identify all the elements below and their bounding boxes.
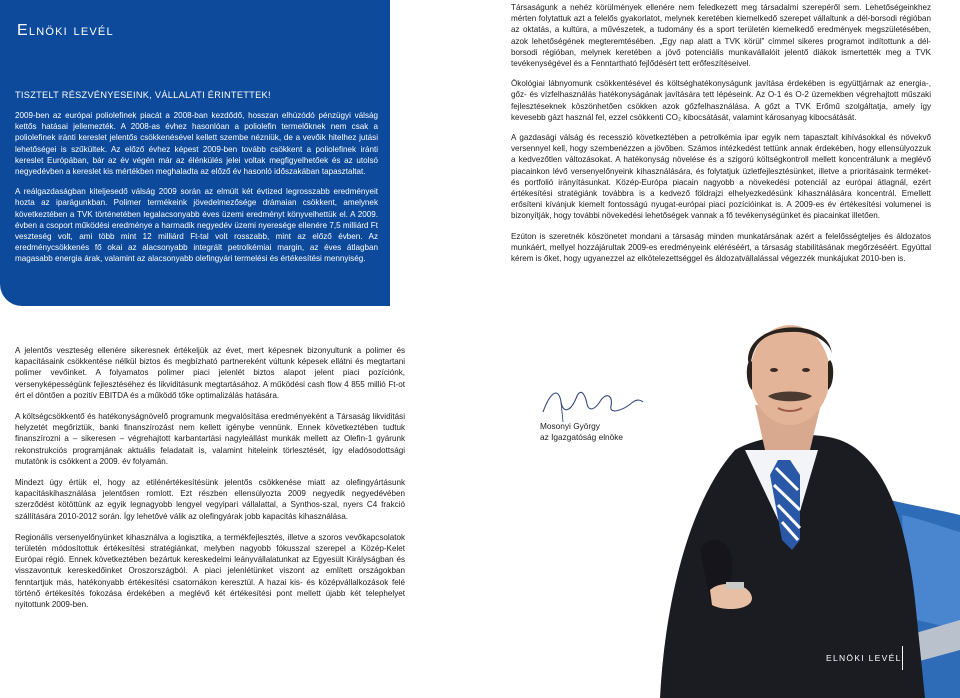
body-paragraph: Mindezt úgy értük el, hogy az etilénértékesítésünk jelentős csökkenése miatt az olefingyártásunk kapacitáskihasználása jelentősen romlott. Ezt részben ellensúlyozta 2009 negyedik negyedévében szerződést kötöttünk az egyik legnagyobb lengyel vegyipari vállalattal, a Synthos-szal, nyers C4 frakció szállítására 2010-2012 során. Így lehetővé válik az olefingyárak jobb kapacitás kihasználása.: [15, 478, 405, 521]
body-paragraph: Regionális versenyelőnyünket kihasználva a logisztika, a termékfejlesztés, illetve a szoros vevőkapcsolatok területén módosítottuk értékesítési stratégiánkat, melyben nagyobb fókusszal szerepel a Közép-Kelet Európai régió. Ennek következtében bezártuk kereskedelmi leányvállalatunkat az Egyesült Királyságban és visszavontuk kereskedőinket Oroszországból. A piaci jelenlétünket viszont az említett országokban fenntartjuk más, hatékonyabb értékesítési csatornákon keresztül. A hazai kis- és középvállalkozások felé történő értékesítés fokozása érdekében a meglévő két értékesítési pont mellett újabb két telephelyet nyitottunk 2009-ben.: [15, 532, 405, 610]
left-column-text: [15, 345, 405, 620]
intro-text: [15, 110, 378, 274]
intro-panel: [0, 0, 390, 306]
signer-role: az Igazgatóság elnöke: [540, 432, 624, 442]
intro-paragraph: 2009-ben az európai poliolefinek piacát a 2008-ban kezdődő, hosszan elhúzódó pénzügyi válság kettős hatásai jellemezték. A 2008-as évhez hasonlóan a poliolefin termelőknek nem csak a poliolefinek iránti kereslet jelentős csökkenésével kellett szembe nézniük, de a vevőik hitelhez jutási lehetőségei is szűkültek. Az előző évhez képest 2009-ben tovább csökkent a poliolefinek iránti kereslet Európában, bár az év végén már az élénkülés jelei voltak megfigyelhetőek és az utolsó negyedévben a kereslet kis mértékben meghaladta az előző év hasonló időszakában tapasztaltat.: [15, 111, 378, 177]
page-title: Elnöki levél: [17, 22, 114, 39]
intro-paragraph: A reálgazdaságban kiteljesedő válság 2009 során az elmúlt két évtized legrosszabb eredményeit hozta az iparágunkban. Polimer termékeink jövedelmezősége drámaian csökkent, amelynek következtében a TVK történetében legalacsonyabb éves üzemi eredményt könyvelhettük el. A 2009. évben a csoport működési eredménye a harmadik negyedév üzemi nyeresége ellenére 7,5 milliárd Ft veszteség volt, ami több mint 12 milliárd Ft-tal volt rosszabb, mint az előző évben. Az eredménycsökkenés fő okai az alacsonyabb integrált petrolkémiai margin, az éves átlagban magasabb energia árak, valamint az alacsonyabb olefingyári termelési és értékesítési mennyiség.: [15, 187, 378, 264]
chairman-portrait: [640, 300, 960, 698]
signer-block: [540, 421, 623, 443]
body-paragraph: Ökológiai lábnyomunk csökkentésével és költséghatékonyságunk javítása érdekében is együttjárnak az energia-, gőz- és vízfelhasználás hatékonyságának javítására tett lépéseink. Az O-1 és O-2 üzemekben végrehajtott műszaki fejlesztéseknek köszönhetően csökken azok gőzfelhasználása. A gőzt a TVK Erőmű szolgáltatja, amely így kevesebb gázt használ fel, ezzel csökkenti CO₂ kibocsátását, valamint károsanyag kibocsátását.: [511, 79, 931, 122]
body-paragraph: A jelentős veszteség ellenére sikeresnek értékeljük az évet, mert képesnek bizonyultunk a polimer és kapacitásaink csökkentése nélkül biztos és megbízható partnereként vúltunk képesek ellátni és megtartani polimer vevőinket. A folyamatos polimer piaci jelenlét biztos alapot jelent piaci pozíciónk, versenyképességünk fejlesztéséhez és likviditásunk megtartásához. A működési cash flow 4 855 millió Ft-ot ért el döntően a pozitív EBITDA és a működő tőke optimalizálás hatására.: [15, 346, 405, 400]
body-paragraph: Ezúton is szeretnék köszönetet mondani a társaság minden munkatársának azért a felelősségteljes és áldozatos munkáért, mellyel hozzájárultak 2009-es eredményeink eléréséért, a társaság stabilitásának megőrzéséért. Egyúttal kérem is őket, hogy ugyanezzel az elkötelezettséggel és áldozatvállalással végezzék munkájukat 2010-ben is.: [511, 231, 931, 264]
salutation: TISZTELT RÉSZVÉNYESEINK, VÁLLALATI ÉRINTETTEK!: [15, 90, 271, 100]
footer-divider: [902, 646, 903, 670]
body-paragraph: Társaságunk a nehéz körülmények ellenére nem feledkezett meg társadalmi szerepéről sem. Lehetőségeinkhez mérten folytattuk azt a felelős gyakorlatot, melynek keretében kiemelkedő szerepet vállaltunk a dél-borsodi régióban az oktatás, a kultúra, a művészetek, a tudomány és a sport területén kiemelkedő eredmények megszületésében, azok lehetőségének megteremtésében. „Egy nap alatt a TVK körül” címmel sikeres programot indítottunk a dél-borsodi régióban, melynek keretében a jövő potenciális munkavállalóit jelentő diákok ismertették meg a TVK tevékenységével és a Fenntartható fejlődésért tett erőfeszítéseivel.: [511, 3, 931, 69]
right-column-text: [511, 2, 931, 273]
signer-name: Mosonyi György: [540, 421, 600, 431]
body-paragraph: A gazdasági válság és recesszió következtében a petrolkémia ipar egyik nem tapasztalt kihívásokkal és növekvő versennyel kell, hogy szembenézzen a jövőben. Számos intézkedést tettünk annak érdekében, hogy ellensúlyozzuk a kedvezőtlen változásokat. A hatékonyság növelése és a szigorú költségkontroll mellett koncentrálunk a meglévő piacainkon lévő versenyelőnyeink kihasználására, és folytatjuk üzletfejlesztésünket, illetve a prioritásaink terméket- és portfolió irányításunkat. Közép-Európa piacain nagyobb a növekedési potenciál az európai átlagnál, ezért értékesítési stratégiánk továbbra is a kedvező földrajzi elhelyezkedésünk kihasználására koncentrál. Emellett erősíteni kívánjuk kiemelt fontosságú nyugat-európai piaci pozícióinkat is. A 2009-es év értékesítési volumenei is bizonyítják, hogy további növekedési lehetőségek vannak a fő tevékenységünket és piacainkat illetően.: [511, 133, 931, 221]
footer-section-label: ELNÖKI LEVÉL: [826, 653, 902, 663]
body-paragraph: A költségcsökkentő és hatékonyságnövelő programunk megvalósítása eredményeként a Társaság likviditási helyzetét megőriztük, banki finanszírozást nem kellett igénybe vennünk. Ennek következtében tudtuk finanszírozni a – sikeresen – végrehajtott karbantartási nagyleállást munkák mellett az Olefin-1 gyárunk rekonstrukciós programjának aktuális feladatait is, valamint hiteleink törlesztését, így eladósodottsági mutatónk is csökkent a 2009. év folyamán.: [15, 412, 405, 466]
